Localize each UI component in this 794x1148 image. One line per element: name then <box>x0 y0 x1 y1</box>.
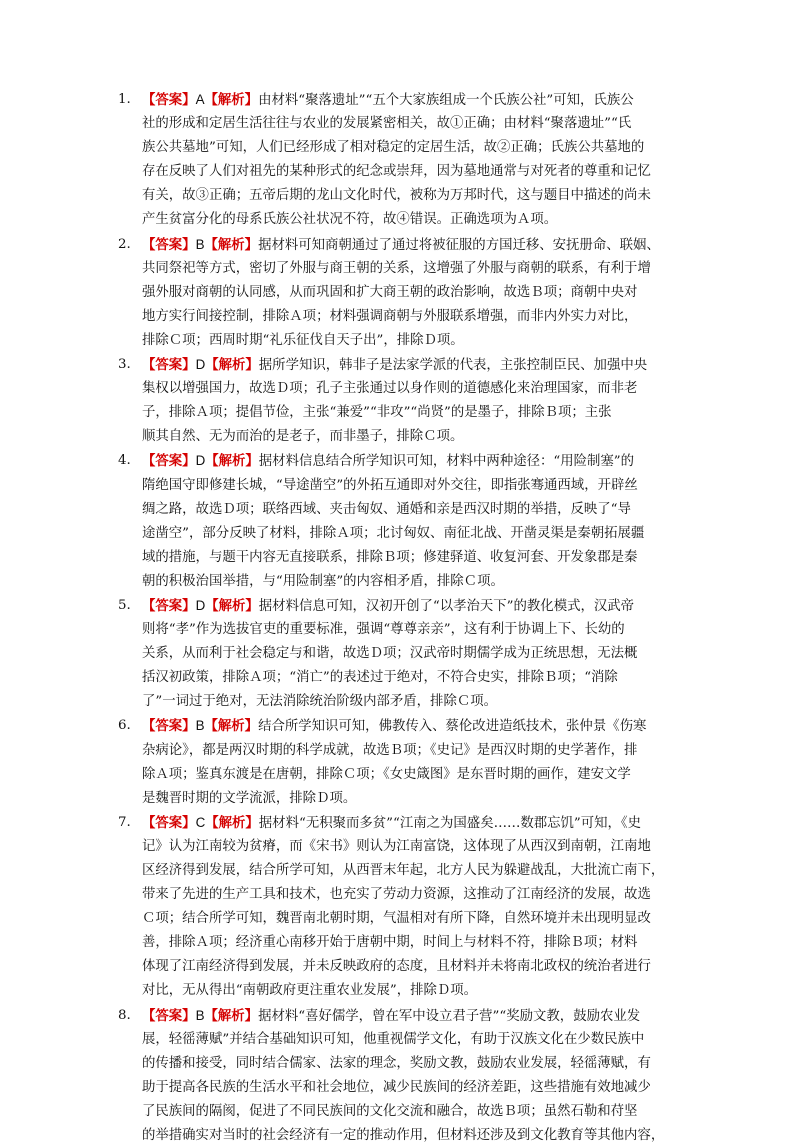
text-line <box>142 859 686 883</box>
question-number: 2. <box>118 236 131 252</box>
answer-tag: 【答案】 <box>142 1008 196 1024</box>
question-number: 1. <box>118 92 131 107</box>
text-line <box>142 787 686 811</box>
line-text: 记》认为江南较为贫瘠，而《宋书》则认为江南富饶，这体现了从西汉到南朝，江南地 <box>142 838 651 854</box>
line-text: 产生贫富分化的母系氏族公社状况不符，故④错误。正确选项为Ａ项。 <box>142 212 558 228</box>
text-line <box>142 618 686 642</box>
line-text: 族公共墓地”可知，人们已经形成了相对稳定的定居生活，故②正确；氏族公共墓地的 <box>142 140 645 156</box>
text-line <box>142 1100 686 1124</box>
analysis-tag: 【解析】 <box>204 237 259 253</box>
question-number: 3. <box>118 357 131 373</box>
answer-item <box>118 811 686 1004</box>
analysis-tag: 【解析】 <box>205 598 259 614</box>
text-line <box>142 570 686 594</box>
text-line <box>142 112 686 136</box>
line-text: 绸之路，故选Ｄ项；联络西域、夹击匈奴、通婚和亲是西汉时期的举措，反映了“导 <box>142 501 631 517</box>
answer-letter: B <box>195 1007 205 1023</box>
line-text: 带来了先进的生产工具和技术，也充实了劳动力资源，这推动了江南经济的发展，故选 <box>142 887 651 903</box>
text-line <box>142 835 686 859</box>
analysis-tag: 【解析】 <box>204 719 259 735</box>
text-line <box>142 1004 686 1028</box>
line-text: 助于提高各民族的生活水平和社会地位，减少民族间的经济差距，这些措施有效地减少 <box>142 1079 651 1095</box>
text-line <box>142 353 686 377</box>
line-text: 共同祭祀等方式，密切了外服与商王朝的关系，这增强了外服与商朝的联系，有利于增 <box>142 260 651 276</box>
answer-tag: 【答案】 <box>142 719 196 735</box>
line-text: 据材料信息结合所学知识可知，材料中两种途径：“用险制塞”的 <box>258 454 635 470</box>
line-text: 地方实行间接控制，排除Ａ项；材料强调商朝与外服联系增强，而非内外实力对比， <box>142 308 638 324</box>
answer-document <box>118 88 686 1148</box>
analysis-tag: 【解析】 <box>205 815 259 831</box>
text-line <box>142 184 686 208</box>
line-text: 集权以增强国力，故选Ｄ项；孔子主张通过以身作则的道德感化来治理国家，而非老 <box>142 381 638 397</box>
text-line <box>142 883 686 907</box>
answer-tag: 【答案】 <box>142 358 196 374</box>
text-line <box>142 666 686 690</box>
text-line <box>142 377 686 401</box>
line-text: Ｃ项；结合所学可知，魏晋南北朝时期，气温相对有所下降，自然环境并未出现明显改 <box>142 911 651 927</box>
answer-item <box>118 353 686 449</box>
analysis-tag: 【解析】 <box>205 454 259 470</box>
line-text: 途凿空”，部分反映了材料，排除Ａ项；北讨匈奴、南征北战、开凿灵渠是秦朝拓展疆 <box>142 525 645 541</box>
text-line <box>142 208 686 232</box>
question-number: 7. <box>118 814 131 830</box>
text-line <box>142 136 686 160</box>
line-text: 体现了江南经济得到发展，并未反映政府的态度，且材料并未将南北政权的统治者进行 <box>142 959 651 975</box>
answer-tag: 【答案】 <box>142 237 196 253</box>
line-text: 社的形成和定居生活往往与农业的发展紧密相关，故①正确；由材料“聚落遗址”“氏 <box>142 116 632 132</box>
analysis-tag: 【解析】 <box>204 93 259 108</box>
text-line <box>142 233 686 257</box>
line-text: 存在反映了人们对祖先的某种形式的纪念或崇拜，因为墓地通常与对死者的尊重和记忆 <box>142 164 651 180</box>
answer-tag: 【答案】 <box>142 598 196 614</box>
text-line <box>142 449 686 473</box>
text-line <box>142 281 686 305</box>
line-text: 子，排除Ａ项；提倡节俭，主张“兼爱”“非攻”“尚贤”的是墨子，排除Ｂ项；主张 <box>142 405 612 421</box>
text-line <box>142 257 686 281</box>
line-text: 结合所学知识可知，佛教传入、蔡伦改进造纸技术，张仲景《伤寒 <box>258 719 647 735</box>
line-text: 域的措施，与题干内容无直接联系，排除Ｂ项；修建驿道、收复河套、开发象郡是秦 <box>142 549 638 565</box>
answer-letter: C <box>195 814 206 830</box>
line-text: 的传播和接受，同时结合儒家、法家的理念，奖励文教，鼓励农业发展，轻徭薄赋，有 <box>142 1055 651 1071</box>
text-line <box>142 739 686 763</box>
line-text: 由材料“聚落遗址”“五个大家族组成一个氏族公社”可知，氏族公 <box>258 93 634 108</box>
text-line <box>142 642 686 666</box>
line-text: 排除Ｃ项；西周时期“礼乐征伐自天子出”，排除Ｄ项。 <box>142 332 464 348</box>
text-line <box>142 329 686 353</box>
answer-tag: 【答案】 <box>142 815 196 831</box>
question-number: 8. <box>118 1007 131 1023</box>
line-text: 强外服对商朝的认同感，从而巩固和扩大商王朝的政治影响，故选Ｂ项；商朝中央对 <box>142 284 638 300</box>
text-line <box>142 522 686 546</box>
text-line <box>142 811 686 835</box>
analysis-tag: 【解析】 <box>205 358 259 374</box>
answer-tag: 【答案】 <box>142 454 196 470</box>
answer-item <box>118 714 686 810</box>
line-text: 据材料可知商朝通过了通过将被征服的方国迁移、安抚册命、联姻、 <box>258 237 660 253</box>
question-number: 4. <box>118 453 131 469</box>
text-line <box>142 1052 686 1076</box>
text-line <box>142 498 686 522</box>
answer-item <box>118 1004 686 1148</box>
line-text: 对比，无从得出“南朝政府更注重农业发展”，排除Ｄ项。 <box>142 983 478 999</box>
text-line <box>142 931 686 955</box>
line-text: 据材料“无积聚而多贫”“江南之为国盛矣……数郡忘饥”可知，《史 <box>258 815 642 831</box>
answer-letter: D <box>195 357 206 373</box>
question-number: 5. <box>118 597 131 613</box>
answer-tag: 【答案】 <box>142 93 196 108</box>
answer-letter: D <box>195 453 206 469</box>
analysis-tag: 【解析】 <box>204 1008 259 1024</box>
line-text: 的举措确实对当时的社会经济有一定的推动作用，但材料还涉及到文化教育等其他内容， <box>142 1128 665 1144</box>
line-text: 展，轻徭薄赋”并结合基础知识可知，他重视儒学文化，有助于汉族文化在少数民族中 <box>142 1031 645 1047</box>
line-text: 关系，从而利于社会稳定与和谐，故选Ｄ项；汉武帝时期儒学成为正统思想，无法概 <box>142 646 638 662</box>
answer-item <box>118 449 686 594</box>
line-text: 据所学知识，韩非子是法家学派的代表，主张控制臣民、加强中央 <box>258 358 648 374</box>
answer-item <box>118 88 686 233</box>
line-text: 善，排除Ａ项；经济重心南移开始于唐朝中期，时间上与材料不符，排除Ｂ项；材料 <box>142 935 638 951</box>
text-line <box>142 690 686 714</box>
text-line <box>142 305 686 329</box>
answer-letter: B <box>195 236 205 252</box>
answer-item <box>118 594 686 714</box>
line-text: 有关，故③正确；五帝后期的龙山文化时代，被称为万邦时代，这与题目中描述的尚未 <box>142 188 651 204</box>
line-text: 据材料信息可知，汉初开创了“以孝治天下”的教化模式，汉武帝 <box>258 598 635 614</box>
line-text: 朝的积极治国举措，与“用险制塞”的内容相矛盾，排除Ｃ项。 <box>142 573 504 589</box>
text-line <box>142 1124 686 1148</box>
text-line <box>142 594 686 618</box>
text-line <box>142 1028 686 1052</box>
answer-letter: D <box>195 597 206 613</box>
line-text: 顺其自然、无为而治的是老子，而非墨子，排除Ｃ项。 <box>142 429 464 445</box>
text-line <box>142 907 686 931</box>
text-line <box>142 425 686 449</box>
line-text: 是魏晋时期的文学流派，排除Ｄ项。 <box>142 790 357 806</box>
text-line <box>142 88 686 112</box>
question-number: 6. <box>118 718 131 734</box>
text-line <box>142 714 686 738</box>
line-text: 区经济得到发展，结合所学可知，从西晋末年起，北方人民为躲避战乱，大批流亡南下， <box>142 863 665 878</box>
line-text: 了”一词过于绝对，无法消除统治阶级内部矛盾，排除Ｃ项。 <box>142 694 497 710</box>
line-text: 据材料“喜好儒学，曾在军中设立君子营”“奖励文教，鼓励农业发 <box>258 1008 641 1024</box>
text-line <box>142 979 686 1003</box>
text-line <box>142 955 686 979</box>
answer-letter: A <box>195 92 205 107</box>
line-text: 杂病论》，都是两汉时期的科学成就，故选Ｂ项；《史记》是西汉时期的史学著作，排 <box>142 742 638 758</box>
answer-item <box>118 233 686 353</box>
line-text: 除Ａ项；鉴真东渡是在唐朝，排除Ｃ项；《女史箴图》是东晋时期的画作，建安文学 <box>142 766 631 782</box>
text-line <box>142 1076 686 1100</box>
line-text: 了民族间的隔阂，促进了不同民族间的文化交流和融合，故选Ｂ项；虽然石勒和苻坚 <box>142 1103 638 1119</box>
text-line <box>142 546 686 570</box>
text-line <box>142 160 686 184</box>
text-line <box>142 763 686 787</box>
text-line <box>142 474 686 498</box>
answer-letter: B <box>195 718 205 734</box>
line-text: 括汉初政策，排除Ａ项；“消亡”的表述过于绝对，不符合史实，排除Ｂ项；“消除 <box>142 670 618 686</box>
line-text: 隋绝国守即修建长城，“导途凿空”的外拓互通即对外交往，即指张骞通西域，开辟丝 <box>142 477 638 493</box>
line-text: 则将“孝”作为选拔官吏的重要标准，强调“尊尊亲亲”，这有利于协调上下、长幼的 <box>142 622 625 638</box>
text-line <box>142 401 686 425</box>
